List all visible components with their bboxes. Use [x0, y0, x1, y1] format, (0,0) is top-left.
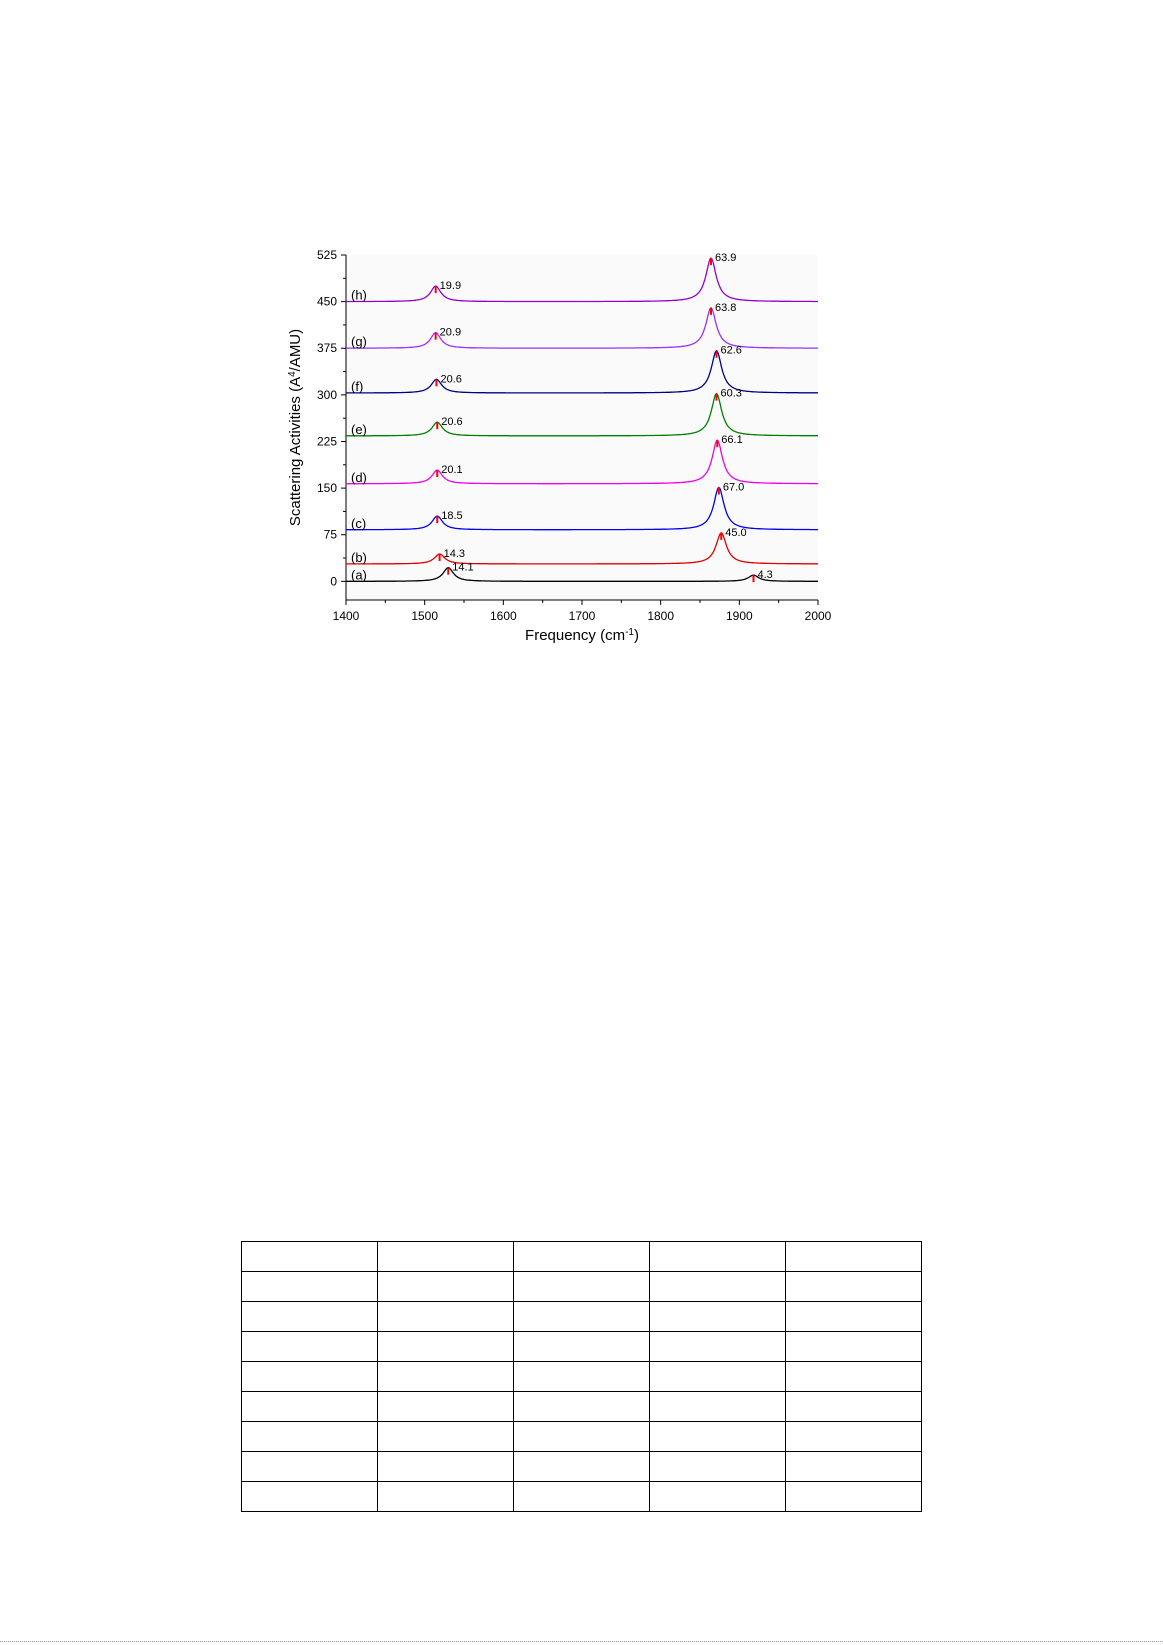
- series-label: (d): [351, 469, 367, 485]
- series-label: (a): [351, 567, 367, 583]
- series-label: (c): [351, 515, 367, 531]
- table-cell: [242, 1482, 378, 1512]
- peak-value-label: 45.0: [725, 526, 747, 539]
- table-cell: [378, 1422, 514, 1452]
- table-cell: [242, 1362, 378, 1392]
- table-cell: [378, 1392, 514, 1422]
- table-cell: [650, 1242, 786, 1272]
- y-tick-label: 75: [323, 527, 337, 542]
- peak-value-label: 60.3: [720, 387, 742, 400]
- peak-value-label: 14.3: [443, 548, 466, 560]
- table-cell: [514, 1362, 650, 1392]
- table-cell: [378, 1452, 514, 1482]
- table-cell: [650, 1392, 786, 1422]
- peak-value-label: 20.6: [440, 373, 462, 386]
- table-row: [242, 1242, 922, 1272]
- series-label: (b): [351, 549, 367, 565]
- table-cell: [242, 1422, 378, 1452]
- table-cell: [514, 1482, 650, 1512]
- axes: [287, 248, 832, 644]
- table-cell: [242, 1392, 378, 1422]
- table-cell: [242, 1332, 378, 1362]
- table-cell: [786, 1272, 922, 1302]
- table-cell: [786, 1332, 922, 1362]
- plot-background: [346, 255, 818, 600]
- table-cell: [786, 1242, 922, 1272]
- x-tick-label: 1500: [411, 609, 439, 623]
- table-row: [242, 1392, 922, 1422]
- x-tick-label: 1400: [332, 609, 360, 623]
- table-row: [242, 1422, 922, 1452]
- table-row: [242, 1302, 922, 1332]
- y-tick-label: 225: [316, 434, 337, 449]
- table-cell: [786, 1452, 922, 1482]
- y-tick-label: 450: [316, 294, 337, 309]
- table-cell: [514, 1272, 650, 1302]
- table-cell: [514, 1392, 650, 1422]
- table-cell: [786, 1302, 922, 1332]
- table-cell: [242, 1302, 378, 1332]
- table-cell: [514, 1422, 650, 1452]
- peak-value-label: 18.5: [441, 510, 463, 523]
- table-cell: [650, 1332, 786, 1362]
- empty-data-table: [241, 1241, 922, 1512]
- table-cell: [514, 1452, 650, 1482]
- table-cell: [786, 1482, 922, 1512]
- table-cell: [650, 1302, 786, 1332]
- peak-value-label: 20.6: [441, 416, 463, 429]
- table-row: [242, 1482, 922, 1512]
- table-cell: [378, 1362, 514, 1392]
- x-axis-label-sup: -1: [625, 626, 634, 638]
- peak-value-label: 20.1: [441, 464, 463, 477]
- table-row: [242, 1272, 922, 1302]
- series-label: (h): [351, 287, 367, 303]
- series-label: (g): [351, 334, 367, 350]
- table-cell: [378, 1332, 514, 1362]
- table-cell: [786, 1422, 922, 1452]
- page-footer-divider: [0, 1641, 1163, 1642]
- table-cell: [242, 1272, 378, 1302]
- table-cell: [650, 1422, 786, 1452]
- table-cell: [378, 1242, 514, 1272]
- table-cell: [242, 1242, 378, 1272]
- y-tick-label: 300: [316, 387, 337, 402]
- table-row: [242, 1452, 922, 1482]
- x-tick-label: 1800: [647, 609, 675, 623]
- chart-canvas: [286, 248, 890, 690]
- table-cell: [378, 1272, 514, 1302]
- x-tick-label: 2000: [804, 609, 832, 623]
- table-row: [242, 1362, 922, 1392]
- peak-value-label: 67.0: [722, 481, 745, 494]
- table-cell: [242, 1452, 378, 1482]
- y-axis-label: Scattering Activities $(A^4/AMU)$: [286, 328, 304, 527]
- series-label: (e): [351, 421, 367, 437]
- table-cell: [786, 1392, 922, 1422]
- peak-value-label: 14.1: [452, 561, 474, 574]
- table-cell: [514, 1302, 650, 1332]
- y-tick-label: 525: [316, 248, 337, 262]
- table-cell: [378, 1302, 514, 1332]
- table-cell: [650, 1362, 786, 1392]
- y-tick-label: 0: [330, 574, 337, 589]
- table-cell: [378, 1482, 514, 1512]
- table-cell: [514, 1332, 650, 1362]
- peak-value-label: 63.9: [715, 252, 737, 265]
- y-tick-label: 375: [316, 341, 337, 356]
- x-tick-label: 1900: [725, 609, 753, 623]
- series-label: (f): [351, 379, 364, 394]
- peak-value-label: 66.1: [721, 434, 743, 447]
- x-axis-label: Frequency $(cm^{-1})$: [525, 626, 639, 644]
- table-cell: [786, 1362, 922, 1392]
- peak-value-label: 63.8: [715, 301, 737, 314]
- y-axis-label-sup: 4: [286, 371, 298, 377]
- table-cell: [650, 1452, 786, 1482]
- peak-value-label: 20.9: [439, 326, 462, 339]
- peak-value-label: 19.9: [439, 280, 462, 293]
- table-cell: [514, 1242, 650, 1272]
- peak-value-label: 62.6: [720, 344, 742, 357]
- raman-spectra-chart: [286, 248, 890, 690]
- table-row: [242, 1332, 922, 1362]
- table-cell: [650, 1272, 786, 1302]
- table-body: [242, 1242, 922, 1512]
- x-tick-label: 1600: [489, 609, 517, 623]
- y-tick-label: 150: [316, 481, 337, 496]
- table-cell: [650, 1482, 786, 1512]
- peak-value-label: 4.3: [757, 569, 773, 582]
- x-tick-label: 1700: [568, 609, 596, 623]
